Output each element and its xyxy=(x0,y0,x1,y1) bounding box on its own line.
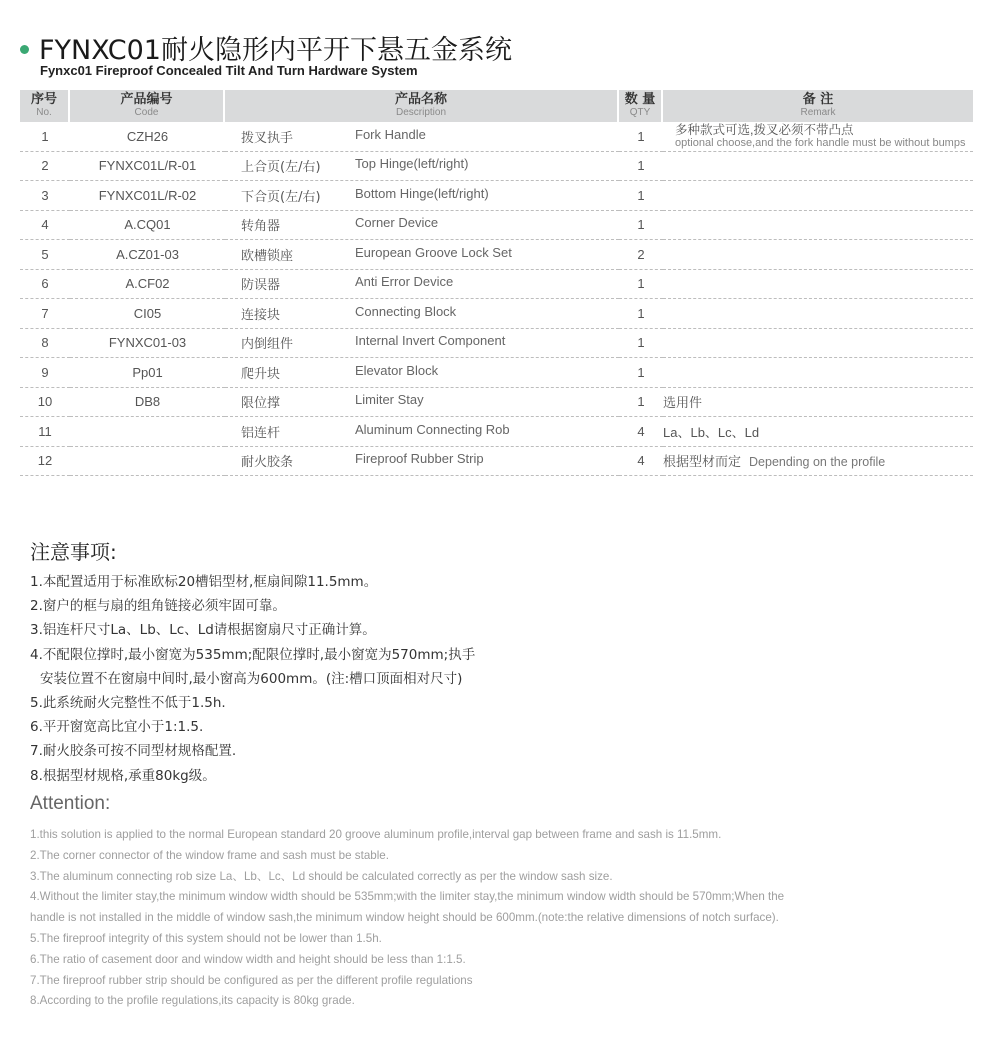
cell-no: 9 xyxy=(20,358,70,388)
table-row xyxy=(20,299,973,329)
attention-item: 2.The corner connector of the window frame and sash must be stable. xyxy=(30,848,389,862)
cell-code xyxy=(70,417,225,447)
cell-name-cn: 连接块 xyxy=(241,307,281,323)
cell-no: 6 xyxy=(20,270,70,300)
cell-name-en: Connecting Block xyxy=(355,303,457,319)
cell-name-cn: 拨叉执手 xyxy=(241,130,294,146)
note-item: 7.耐火胶条可按不同型材规格配置. xyxy=(30,743,237,760)
attention-title: Attention: xyxy=(30,793,111,814)
table-row xyxy=(20,122,973,152)
cell-qty: 1 xyxy=(619,211,663,241)
table-row xyxy=(20,329,973,359)
cell-code: FYNXC01-03 xyxy=(70,329,225,359)
cell-description xyxy=(225,388,619,418)
cell-name-en: Fork Handle xyxy=(355,126,426,142)
cell-remark xyxy=(663,329,973,359)
cell-name-en: Internal Invert Component xyxy=(355,333,506,349)
cell-qty: 1 xyxy=(619,270,663,300)
cell-name-cn: 防误器 xyxy=(241,278,281,294)
title-row xyxy=(20,28,512,67)
cell-description xyxy=(225,329,619,359)
cell-no: 12 xyxy=(20,447,70,477)
cell-qty: 1 xyxy=(619,299,663,329)
cell-code: CZH26 xyxy=(70,122,225,152)
cell-remark xyxy=(663,270,973,300)
cell-qty: 1 xyxy=(619,181,663,211)
header-no: 序号 No. xyxy=(20,90,70,122)
cell-name-cn: 限位撑 xyxy=(241,396,281,412)
cell-code xyxy=(70,447,225,477)
cell-name-cn: 铝连杆 xyxy=(241,425,281,441)
table-row xyxy=(20,152,973,182)
cell-no: 4 xyxy=(20,211,70,241)
cell-code: A.CZ01-03 xyxy=(70,240,225,270)
cell-name-en: Bottom Hinge(left/right) xyxy=(355,185,489,201)
cell-code: A.CF02 xyxy=(70,270,225,300)
cell-qty: 1 xyxy=(619,358,663,388)
cell-description xyxy=(225,240,619,270)
cell-name-en: Aluminum Connecting Rob xyxy=(355,421,510,437)
cell-remark: 根据型材而定 Depending on the profile xyxy=(663,447,973,477)
table-row xyxy=(20,240,973,270)
cell-remark xyxy=(663,358,973,388)
cell-no: 3 xyxy=(20,181,70,211)
cell-remark xyxy=(663,152,973,182)
note-item: 2.窗户的框与扇的组角链接必须牢固可靠。 xyxy=(30,598,286,615)
cell-description xyxy=(225,211,619,241)
table-header-row xyxy=(20,90,973,122)
note-item: 6.平开窗宽高比宜小于1:1.5. xyxy=(30,719,204,736)
table-row xyxy=(20,181,973,211)
cell-name-en: Corner Device xyxy=(355,215,439,231)
cell-remark: 选用件 xyxy=(663,388,973,418)
cell-name-en: Elevator Block xyxy=(355,362,439,378)
cell-remark xyxy=(663,181,973,211)
cell-no: 7 xyxy=(20,299,70,329)
notes-list xyxy=(30,570,475,788)
table-row xyxy=(20,358,973,388)
cell-qty: 1 xyxy=(619,388,663,418)
note-item: 8.根据型材规格,承重80kg级。 xyxy=(30,767,216,784)
cell-remark xyxy=(663,299,973,329)
header-description: 产品名称 Description xyxy=(225,90,619,122)
cell-name-en: European Groove Lock Set xyxy=(355,244,512,260)
header-qty: 数 量 QTY xyxy=(619,90,663,122)
attention-item: 7.The fireproof rubber strip should be configured as per the different profile regulations xyxy=(30,973,473,987)
notes-title: 注意事项: xyxy=(30,540,117,564)
cell-code: FYNXC01L/R-02 xyxy=(70,181,225,211)
cell-qty: 1 xyxy=(619,152,663,182)
page-title: FYNXC01耐火隐形内平开下悬五金系统 xyxy=(39,35,512,66)
cell-name-cn: 下合页(左/右) xyxy=(241,189,321,205)
bullet-dot-icon xyxy=(20,45,29,54)
cell-description xyxy=(225,417,619,447)
cell-code: DB8 xyxy=(70,388,225,418)
cell-code: Pp01 xyxy=(70,358,225,388)
attention-item: 5.The fireproof integrity of this system should not be lower than 1.5h. xyxy=(30,931,382,945)
header-remark: 备 注 Remark xyxy=(663,90,973,122)
cell-name-cn: 转角器 xyxy=(241,219,281,235)
cell-remark: 多种款式可选,拨叉必须不带凸点 optional choose,and the fork handle must be without bumps xyxy=(663,122,973,152)
cell-remark xyxy=(663,240,973,270)
cell-remark xyxy=(663,211,973,241)
attention-item: 8.According to the profile regulations,its capacity is 80kg grade. xyxy=(30,994,355,1008)
table-row xyxy=(20,417,973,447)
cell-no: 10 xyxy=(20,388,70,418)
cell-description xyxy=(225,152,619,182)
cell-qty: 1 xyxy=(619,329,663,359)
cell-no: 8 xyxy=(20,329,70,359)
cell-code: A.CQ01 xyxy=(70,211,225,241)
table-row xyxy=(20,447,973,477)
attention-item: 3.The aluminum connecting rob size La、Lb、Lc、Ld should be calculated correctly as per the window sash size. xyxy=(30,869,613,883)
page-subtitle: Fynxc01 Fireproof Concealed Tilt And Turn Hardware System xyxy=(40,63,418,78)
table-row xyxy=(20,211,973,241)
hardware-table xyxy=(20,90,973,476)
cell-name-en: Fireproof Rubber Strip xyxy=(355,451,484,467)
attention-item: 4.Without the limiter stay,the minimum window width should be 535mm;with the limiter stay,the minimum window width should be 570mm;When the handle is not installed in the middle of window sash,the minimum window height should be 600mm.(note:the relative dimensions of notch surface). xyxy=(30,890,785,925)
cell-qty: 4 xyxy=(619,417,663,447)
attention-item: 6.The ratio of casement door and window width and height should be less than 1:1.5. xyxy=(30,952,466,966)
cell-name-en: Anti Error Device xyxy=(355,274,454,290)
cell-no: 2 xyxy=(20,152,70,182)
cell-remark: La、Lb、Lc、Ld xyxy=(663,417,973,447)
cell-qty: 4 xyxy=(619,447,663,477)
cell-no: 11 xyxy=(20,417,70,447)
cell-description xyxy=(225,299,619,329)
note-item: 4.不配限位撑时,最小窗宽为535mm;配限位撑时,最小窗宽为570mm;执手 安装位置不在窗扇中间时,最小窗高为600mm。(注:槽口顶面相对尺寸) xyxy=(30,646,476,687)
note-item: 1.本配置适用于标准欧标20槽铝型材,框扇间隙11.5mm。 xyxy=(30,574,378,590)
cell-description xyxy=(225,270,619,300)
cell-no: 5 xyxy=(20,240,70,270)
cell-name-cn: 耐火胶条 xyxy=(241,455,294,471)
cell-qty: 2 xyxy=(619,240,663,270)
attention-item: 1.this solution is applied to the normal European standard 20 groove aluminum profile,interval gap between frame and sash is 11.5mm. xyxy=(30,828,722,841)
cell-description xyxy=(225,358,619,388)
cell-qty: 1 xyxy=(619,122,663,152)
attention-list xyxy=(30,825,784,1012)
cell-name-cn: 欧槽锁座 xyxy=(241,248,294,264)
cell-name-en: Limiter Stay xyxy=(355,392,424,408)
cell-name-cn: 爬升块 xyxy=(241,366,281,382)
header-code: 产品编号 Code xyxy=(70,90,225,122)
cell-code: CI05 xyxy=(70,299,225,329)
cell-name-en: Top Hinge(left/right) xyxy=(355,156,469,172)
note-item: 5.此系统耐火完整性不低于1.5h. xyxy=(30,695,226,712)
table-row xyxy=(20,270,973,300)
cell-description xyxy=(225,122,619,152)
cell-description xyxy=(225,181,619,211)
note-item: 3.铝连杆尺寸La、Lb、Lc、Ld请根据窗扇尺寸正确计算。 xyxy=(30,622,376,639)
cell-code: FYNXC01L/R-01 xyxy=(70,152,225,182)
table-row xyxy=(20,388,973,418)
cell-name-cn: 内倒组件 xyxy=(241,337,294,353)
cell-no: 1 xyxy=(20,122,70,152)
cell-description xyxy=(225,447,619,477)
cell-name-cn: 上合页(左/右) xyxy=(241,160,321,176)
